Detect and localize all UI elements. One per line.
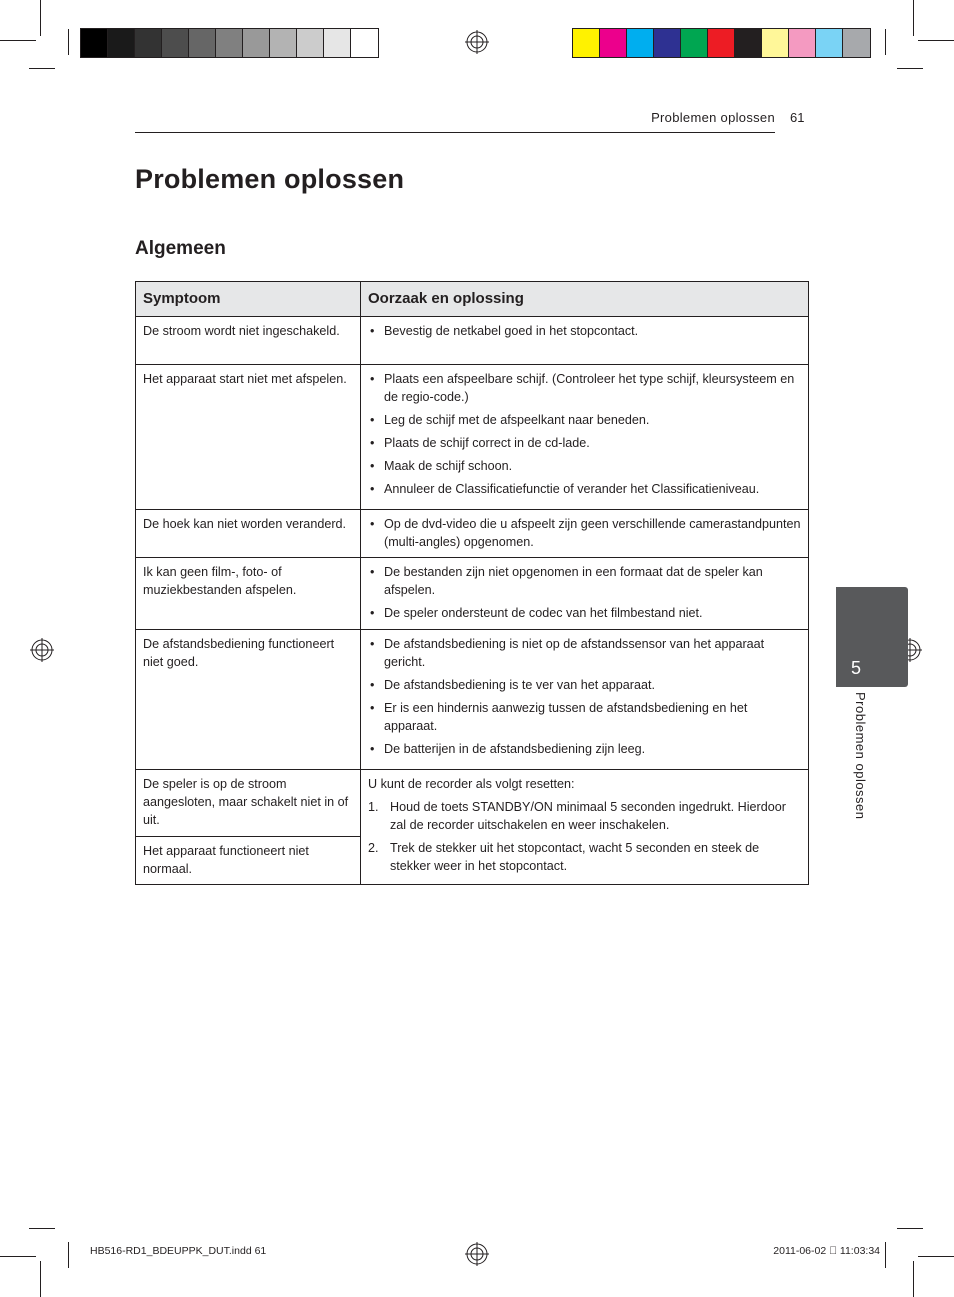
header-rule — [135, 132, 775, 133]
table-row — [136, 365, 809, 510]
crop-mark — [68, 29, 69, 55]
bullet-icon: • — [370, 372, 375, 386]
slug-filename: HB516-RD1_BDEUPPK_DUT.indd 61 — [90, 1245, 267, 1257]
column-header-symptom: Symptoom — [136, 282, 361, 317]
cause-cell — [361, 630, 809, 770]
crop-mark — [40, 0, 41, 36]
bullet-icon: • — [370, 701, 375, 715]
color-swatch — [735, 29, 762, 57]
list-item: • Leg de schijf met de afspeelkant naar beneden. — [370, 413, 650, 427]
symptom-cell: De afstandsbediening functioneert niet goed. — [136, 630, 361, 770]
bullet-icon: • — [370, 517, 375, 531]
crop-mark — [885, 29, 886, 55]
list-item: • Er is een hindernis aanwezig tussen de afstandsbediening en het apparaat. — [370, 701, 748, 733]
color-swatch — [162, 29, 189, 57]
bullet-icon: • — [370, 482, 375, 496]
bullet-icon: • — [370, 459, 375, 473]
table-row — [136, 630, 809, 770]
registration-mark-icon — [465, 30, 489, 54]
symptom-cell: De hoek kan niet worden veranderd. — [136, 510, 361, 558]
table-row — [136, 558, 809, 630]
color-swatch — [816, 29, 843, 57]
cause-cell — [361, 510, 809, 558]
color-swatch — [843, 29, 870, 57]
color-swatch — [681, 29, 708, 57]
registration-mark-icon — [30, 638, 54, 662]
symptom-cell: Het apparaat functioneert niet normaal. — [136, 837, 361, 885]
table-row — [136, 770, 809, 837]
list-item: • De afstandsbediening is niet op de afstandssensor van het apparaat gericht. — [370, 637, 765, 669]
troubleshooting-table — [135, 281, 809, 885]
list-item: • Annuleer de Classificatiefunctie of verander het Classificatieniveau. — [370, 482, 760, 496]
chapter-number: 5 — [850, 658, 861, 678]
color-swatch — [216, 29, 243, 57]
page-title: Problemen oplossen — [135, 164, 405, 194]
color-swatch — [654, 29, 681, 57]
bullet-icon: • — [370, 324, 375, 338]
color-swatch — [324, 29, 351, 57]
list-item: 1. Houd de toets STANDBY/ON minimaal 5 seconden ingedrukt. Hierdoor zal de recorder uitschakelen en weer inschakelen. — [368, 800, 786, 832]
symptom-cell: Ik kan geen film-, foto- of muziekbestanden afspelen. — [136, 558, 361, 630]
chapter-label: Problemen oplossen — [853, 692, 868, 820]
crop-mark — [29, 1228, 55, 1229]
color-swatch — [270, 29, 297, 57]
crop-mark — [885, 1242, 886, 1268]
step-number: 2. — [368, 841, 379, 855]
bullet-icon: • — [370, 436, 375, 450]
color-swatch — [351, 29, 378, 57]
list-item: • Plaats de schijf correct in de cd-lade. — [370, 436, 590, 450]
table-header-row — [136, 282, 809, 317]
bullet-icon: • — [370, 565, 375, 579]
crop-mark — [40, 1261, 41, 1297]
bullet-icon: • — [370, 637, 375, 651]
grayscale-bar — [80, 28, 379, 58]
list-item: • Op de dvd-video die u afspeelt zijn geen verschillende camerastandpunten (multi-angles) opgenomen. — [370, 517, 801, 549]
crop-mark — [897, 1228, 923, 1229]
table-row — [136, 317, 809, 365]
color-swatch — [600, 29, 627, 57]
running-title: Problemen oplossen — [651, 110, 775, 125]
symptom-cell: Het apparaat start niet met afspelen. — [136, 365, 361, 510]
crop-mark — [897, 68, 923, 69]
slug-timestamp: 2011-06-02   11:03:34 — [773, 1245, 880, 1257]
crop-mark — [918, 40, 954, 41]
table-row — [136, 510, 809, 558]
color-swatch — [189, 29, 216, 57]
crop-mark — [0, 40, 36, 41]
color-swatch — [243, 29, 270, 57]
list-item: • De batterijen in de afstandsbediening zijn leeg. — [370, 742, 646, 756]
bullet-icon: • — [370, 742, 375, 756]
bullet-icon: • — [370, 678, 375, 692]
list-item: • Plaats een afspeelbare schijf. (Controleer het type schijf, kleursysteem en de regio-code.) — [370, 372, 795, 404]
color-swatch — [573, 29, 600, 57]
crop-mark — [0, 1256, 36, 1257]
color-swatch — [789, 29, 816, 57]
list-item: • De speler ondersteunt de codec van het filmbestand niet. — [370, 606, 703, 620]
list-item: 2. Trek de stekker uit het stopcontact, wacht 5 seconden en steek de stekker weer in het stopcontact. — [368, 841, 760, 873]
cause-cell — [361, 317, 809, 365]
cause-cell — [361, 365, 809, 510]
list-item: • Maak de schijf schoon. — [370, 459, 513, 473]
crop-mark — [29, 68, 55, 69]
bullet-icon: • — [370, 413, 375, 427]
symptom-cell: De stroom wordt niet ingeschakeld. — [136, 317, 361, 365]
crop-mark — [68, 1242, 69, 1268]
cause-cell — [361, 770, 809, 885]
color-swatch — [81, 29, 108, 57]
list-item: • Bevestig de netkabel goed in het stopcontact. — [370, 324, 639, 338]
step-number: 1. — [368, 800, 379, 814]
reset-intro: U kunt de recorder als volgt resetten: — [368, 777, 575, 791]
color-swatch — [108, 29, 135, 57]
color-swatch — [762, 29, 789, 57]
column-header-cause: Oorzaak en oplossing — [361, 282, 809, 317]
cause-cell — [361, 558, 809, 630]
crop-mark — [913, 0, 914, 36]
color-bar — [572, 28, 871, 58]
color-swatch — [297, 29, 324, 57]
symptom-cell: De speler is op de stroom aangesloten, maar schakelt niet in of uit. — [136, 770, 361, 837]
crop-mark — [918, 1256, 954, 1257]
bullet-icon: • — [370, 606, 375, 620]
crop-mark — [913, 1261, 914, 1297]
list-item: • De afstandsbediening is te ver van het apparaat. — [370, 678, 655, 692]
list-item: • De bestanden zijn niet opgenomen in een formaat dat de speler kan afspelen. — [370, 565, 763, 597]
page-number: 61 — [790, 110, 805, 125]
registration-mark-icon — [465, 1242, 489, 1266]
color-swatch — [627, 29, 654, 57]
color-swatch — [135, 29, 162, 57]
section-title: Algemeen — [135, 238, 226, 259]
color-swatch — [708, 29, 735, 57]
